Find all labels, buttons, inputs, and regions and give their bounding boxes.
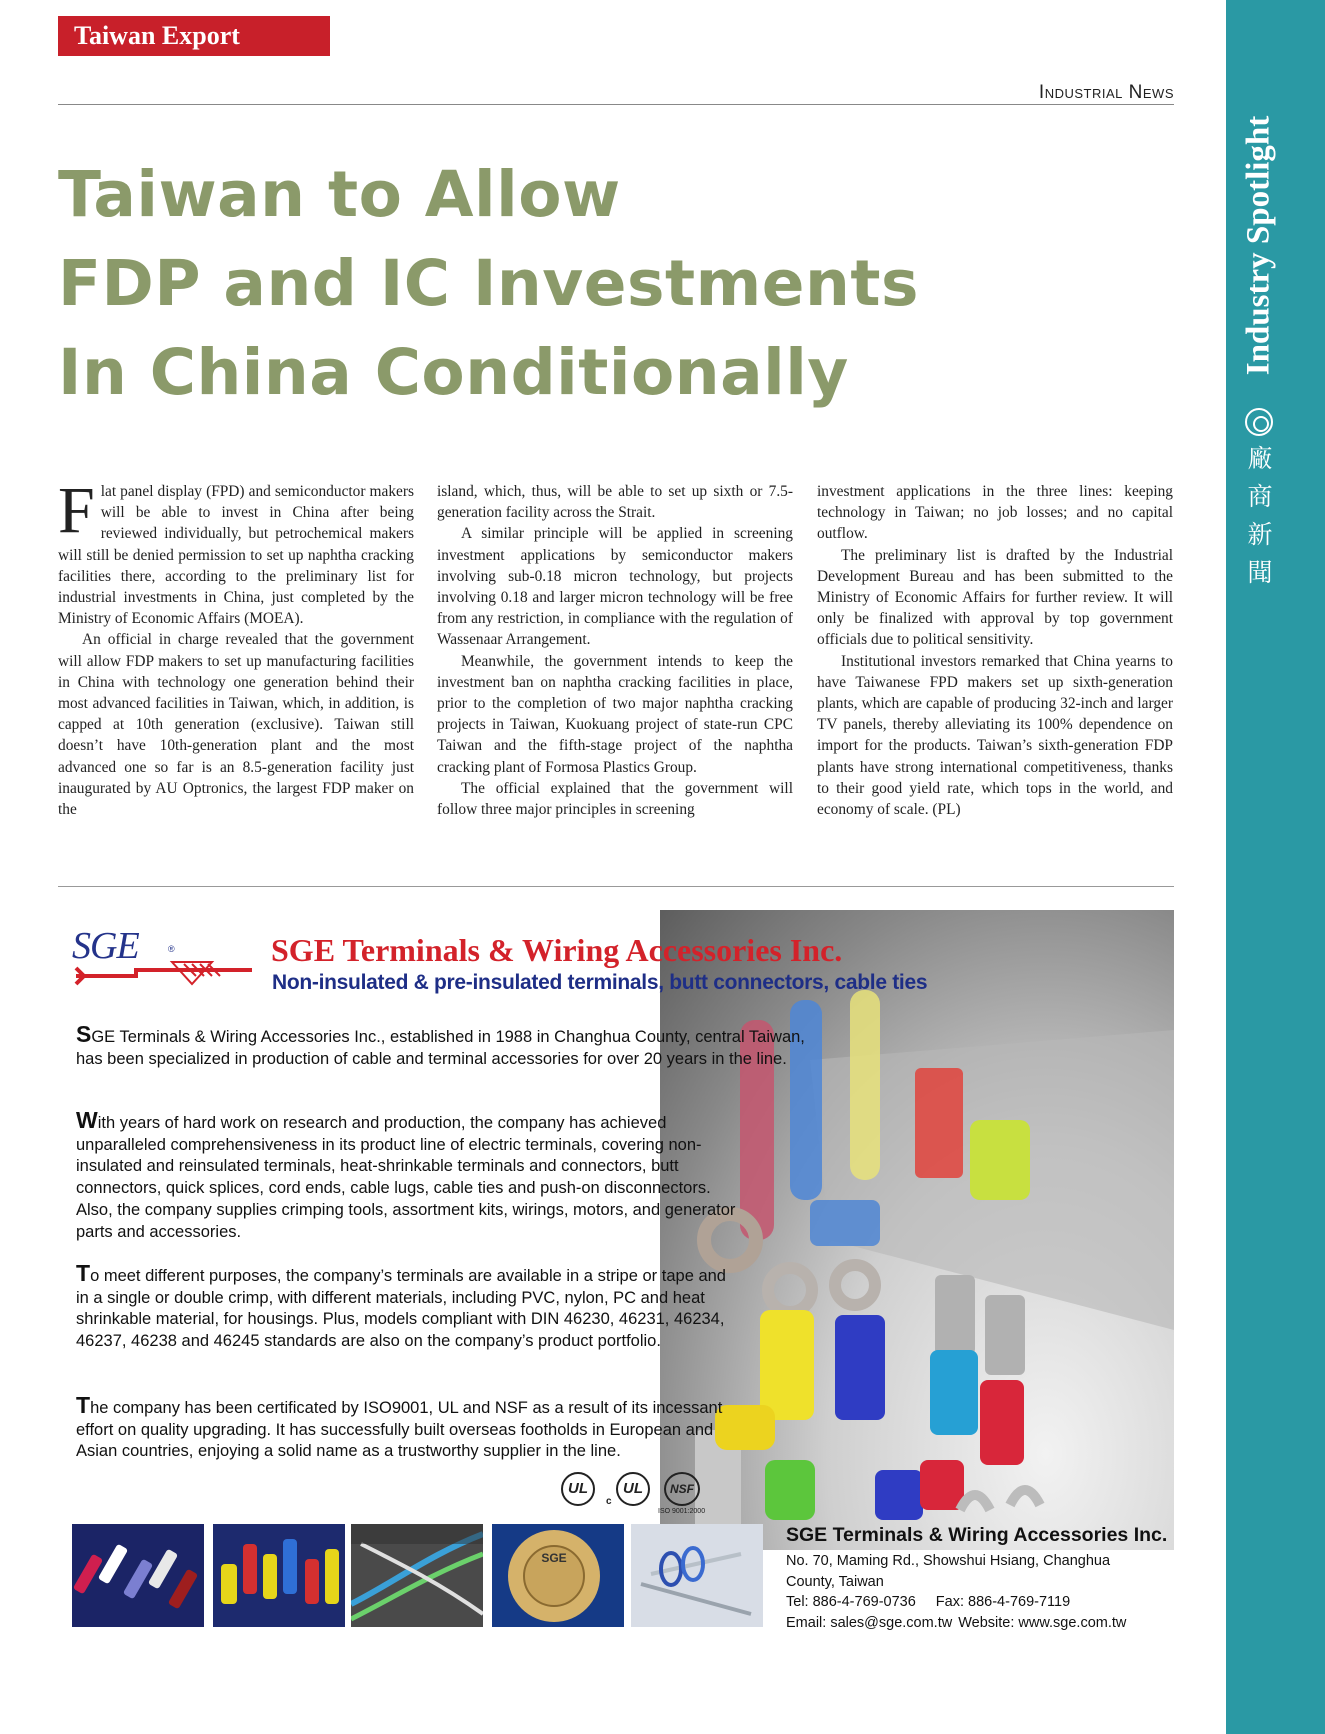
- article-column-3: [817, 481, 1173, 820]
- article-paragraph: Meanwhile, the government intends to keep the investment ban on naphtha cracking facilities in place, prior to the completion of two major naphtha cracking projects in Taiwan, Kuokuang project of state-run CPC Taiwan and the fifth-stage project of the naphtha cracking plant of Formosa Plastics Group.: [437, 652, 793, 776]
- terminals-product-photo: [660, 910, 1174, 1550]
- article-paragraph: investment applications in the three lines: keeping technology in Taiwan; no job losses; and no capital outflow.: [817, 483, 1173, 543]
- article-paragraph: An official in charge revealed that the government will allow FDP makers to set up manufacturing facilities in China with technology one generation behind their most advanced facilities in Taiwan, which, in addition, is capped at 10th generation (exclusive). Taiwan still doesn’t have 10th-generation plant and the most advanced one so far is an 8.5-generation facility just inaugurated by AU Optronics, the largest FDP maker on the: [58, 631, 414, 819]
- cul-prefix: c: [606, 1496, 612, 1507]
- iso-label: ISO 9001:2000: [658, 1508, 706, 1515]
- ad-paragraph: With years of hard work on research and production, the company has achieved unparalleled comprehensiveness in its product line of electric terminals, covering non-insulated and reinsulated terminals, heat-shrinkable terminals and connectors, butt connectors, quick splices, cord ends, cable lugs, cable ties and push-on disconnectors. Also, the company supplies crimping tools, assortment kits, wirings, motors, and generator parts and accessories.: [76, 1107, 736, 1241]
- ul-certification-icon: UL: [561, 1472, 595, 1506]
- product-thumbnail-cable-reel: [492, 1524, 624, 1627]
- top-divider: [58, 104, 1174, 105]
- article-paragraph: Flat panel display (FPD) and semiconductor makers will be able to invest in China after being reviewed individually, but petrochemical makers will still be denied permission to set up naphtha cracking facilities there, according to the preliminary list for industrial investments in China, just completed by the Ministry of Economic Affairs (MOEA).: [58, 474, 414, 628]
- contact-address-line-1: No. 70, Maming Rd., Showshui Hsiang, Changhua: [786, 1553, 1111, 1569]
- article-headline: [58, 150, 1158, 417]
- contact-website[interactable]: Website: www.sge.com.tw: [958, 1614, 1127, 1631]
- sidebar-chinese-title: 廠商新聞: [1247, 444, 1273, 587]
- ad-paragraph: SGE Terminals & Wiring Accessories Inc., established in 1988 in Changhua County, central Taiwan, has been specialized in production of cable and terminal accessories for over 20 years in the line.: [76, 1021, 805, 1068]
- contact-phone-line: [786, 1592, 1166, 1613]
- article-column-1: [58, 474, 414, 820]
- nsf-certification-icon: NSF: [664, 1472, 700, 1506]
- sge-logo: [72, 925, 264, 988]
- headline-line-3: In China Conditionally: [58, 336, 849, 409]
- registered-mark: ®: [168, 944, 175, 954]
- headline-line-2: FDP and IC Investments: [58, 247, 919, 320]
- reel-label: SGE: [541, 1551, 567, 1565]
- ad-paragraph: To meet different purposes, the company’s terminals are available in a stripe or tape and in a single or double crimp, with different materials, including PVC, nylon, PC and heat shrinkable material, for housings. Plus, models compliant with DIN 46230, 46231, 46234, 46237, 46238 and 46245 standards are also on the company’s product portfolio.: [76, 1260, 726, 1351]
- contact-fax: Fax: 886-4-769-7119: [935, 1594, 1071, 1610]
- bullseye-icon: [1245, 408, 1273, 436]
- contact-tel: Tel: 886-4-769-0736: [786, 1594, 916, 1610]
- product-thumbnail-wiring: [351, 1524, 483, 1627]
- article-paragraph: A similar principle will be applied in screening investment applications by semiconductor makers involving sub-0.18 micron technology, but projects involving 0.18 and larger micron technology will be free from any restriction, in compliance with the regulation of Wassenaar Arrangement.: [437, 525, 793, 649]
- article-paragraph: The preliminary list is drafted by the Industrial Development Bureau and has been submitted to the Ministry of Economic Affairs for further review. It will only be finalized with approval by top government officials due to political sensitivity.: [817, 546, 1173, 649]
- headline-line-1: Taiwan to Allow: [58, 158, 621, 231]
- contact-block: [786, 1524, 1166, 1633]
- logo-text: SGE: [72, 925, 139, 967]
- drop-cap: F: [58, 474, 95, 547]
- ad-paragraph: The company has been certificated by ISO9001, UL and NSF as a result of its incessant effort on quality upgrading. It has successfully built overseas footholds in European and Asian countries, enjoying a solid name as a trustworthy supplier in the line.: [76, 1392, 723, 1461]
- section-label: Industrial News: [1038, 82, 1174, 103]
- cul-certification-icon: UL: [616, 1472, 650, 1506]
- article-paragraph: island, which, thus, will be able to set up sixth or 7.5-generation facility across the Strait.: [437, 483, 793, 522]
- product-thumbnail-insulated-terminals: [213, 1524, 345, 1627]
- contact-online-line: [786, 1613, 1166, 1634]
- publication-tag: Taiwan Export Express: [58, 16, 330, 56]
- contact-email[interactable]: Email: sales@sge.com.tw: [786, 1614, 953, 1631]
- article-column-2: [437, 481, 793, 820]
- contact-company-name: SGE Terminals & Wiring Accessories Inc.: [786, 1524, 1168, 1546]
- ad-subtitle: Non-insulated & pre-insulated terminals, butt connectors, cable ties: [272, 971, 928, 994]
- article-paragraph: Institutional investors remarked that China yearns to have Taiwanese FPD makers set up sixth-generation plants, which are capable of producing 32-inch and larger TV panels, thereby alleviating its 100% dependence on import for the products. Taiwan’s sixth-generation FDP plants have strong international competitiveness, thanks to their good yield rate, which tops in the world, and economy of scale. (PL): [817, 652, 1173, 819]
- product-thumbnail-cable-ties: [631, 1524, 763, 1627]
- contact-address-line-2: County, Taiwan: [786, 1573, 884, 1590]
- section-divider: [58, 886, 1174, 887]
- sidebar-title: Industry Spotlight: [1240, 115, 1277, 375]
- ad-title: SGE Terminals & Wiring Accessories Inc.: [271, 932, 843, 968]
- product-thumbnail-cord-ends: [72, 1524, 204, 1627]
- article-paragraph: The official explained that the government will follow three major principles in screening: [437, 779, 793, 819]
